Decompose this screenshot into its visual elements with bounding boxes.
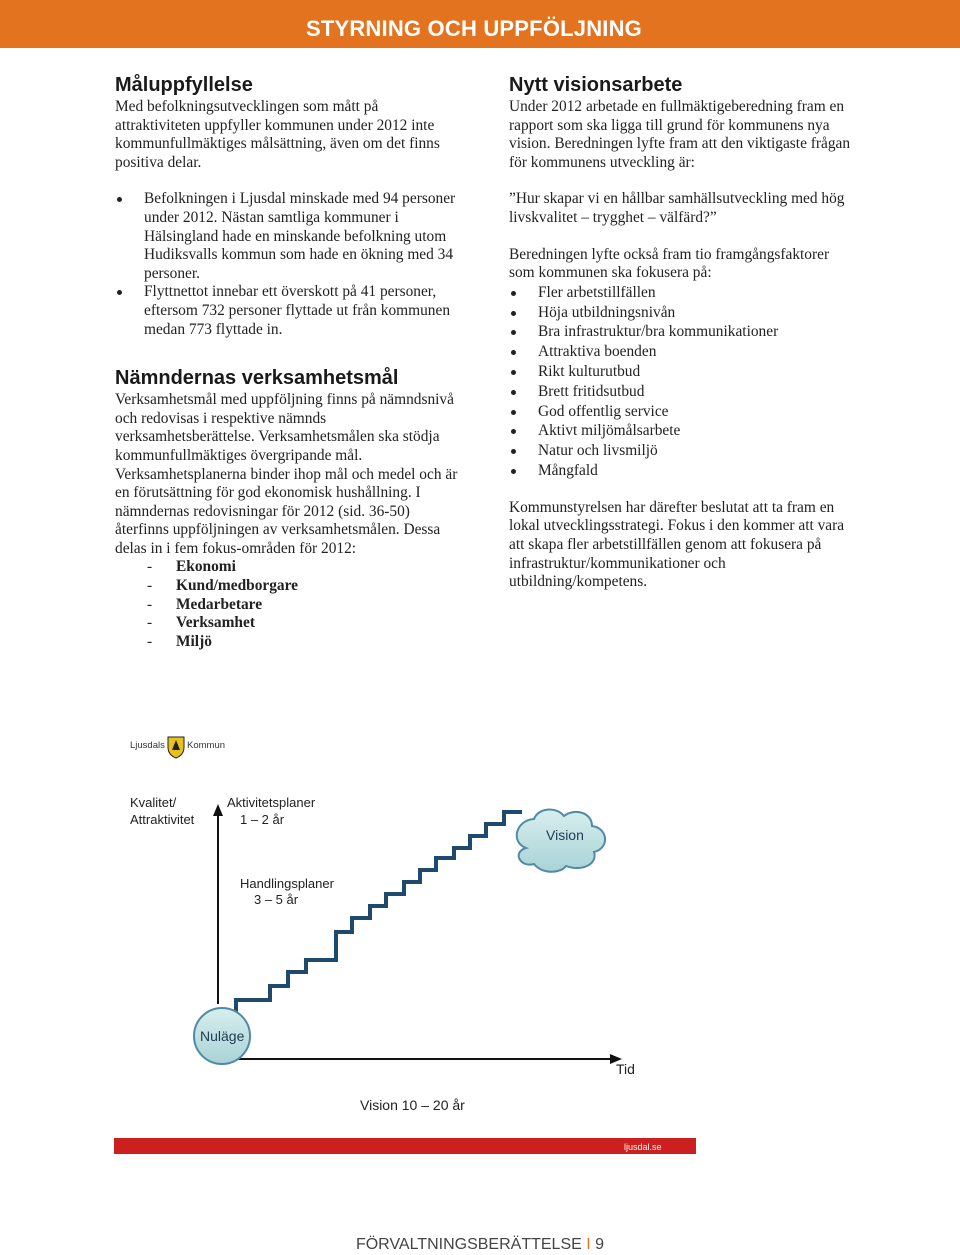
current-state-label: Nuläge xyxy=(200,1028,245,1044)
staircase-line xyxy=(236,812,522,1014)
time-axis-label: Tid xyxy=(616,1061,635,1077)
footer-label: FÖRVALTNINGSBERÄTTELSE xyxy=(355,1236,582,1253)
staircase-diagram xyxy=(114,724,696,1156)
vision-paragraph-1: Under 2012 arbetade en fullmäktigeberedning fram en rapport som ska ligga till grund för kommunens nya vision. Beredningen lyfte fram att den viktigaste frågan för kommunens utveckling är: xyxy=(509,98,851,171)
list-item: Brett fritidsutbud xyxy=(509,382,854,402)
list-item: Befolkningen i Ljusdal minskade med 94 personer under 2012. Nästan samtliga kommuner i Hälsingland hade en minskande befolkning utom Hudiksvalls kommun som hade en ökning med 34 personer. xyxy=(115,190,460,283)
header-bar xyxy=(0,0,960,48)
logo-text-left: Ljusdals xyxy=(130,740,165,751)
footer-separator: I xyxy=(586,1236,591,1253)
logo-text-right: Kommun xyxy=(187,740,226,751)
page-number: 9 xyxy=(595,1236,605,1253)
current-state-bubble xyxy=(194,1008,250,1064)
activity-plans-label: Aktivitetsplaner xyxy=(227,795,316,810)
bottom-red-bar xyxy=(114,1138,696,1154)
list-item: Mångfald xyxy=(509,461,854,481)
list-item: Natur och livsmiljö xyxy=(509,441,854,461)
vision-paragraph-3: Kommunstyrelsen har därefter beslutat att ta fram en lokal utvecklingsstrategi. Fokus i den kommer att vara att skapa fler arbetstillfällen genom att fokusera på infrastruktur/kommunikationer och utbildning/kompetens. xyxy=(509,498,845,591)
list-item: - Kund/medborgare xyxy=(115,577,460,596)
focus-areas-list xyxy=(115,558,460,651)
list-item: God offentlig service xyxy=(509,402,854,422)
website-label: ljusdal.se xyxy=(624,1142,662,1152)
heading-nytt-visionsarbete: Nytt visionsarbete xyxy=(509,74,683,96)
activity-plans-years: 1 – 2 år xyxy=(240,812,285,827)
vision-bubble xyxy=(517,810,605,872)
list-item: Bra infrastruktur/bra kommunikationer xyxy=(509,322,854,342)
section-title: STYRNING OCH UPPFÖLJNING xyxy=(305,16,642,41)
maluppfyllelse-paragraph: Med befolkningsutvecklingen som mått på attraktiviteten uppfyller kommunen under 2012 inte kommunfullmäktiges målsättning, även om det finns positiva delar. xyxy=(115,98,440,171)
y-axis-arrow-icon xyxy=(213,804,223,816)
population-bullets xyxy=(115,190,460,339)
success-factors-list xyxy=(509,283,854,481)
vision-quote: ”Hur skapar vi en hållbar samhällsutveckling med hög livskvalitet – trygghet – välfärd?” xyxy=(509,190,845,226)
verksamhetsmal-paragraph: Verksamhetsmål med uppföljning finns på nämndsnivå och redovisas i respektive nämnds verksamhetsberättelse. Verksamhetsmålen ska stödja kommunfullmäktiges övergripande mål. Verksamhetsplanerna binder ihop mål och medel och är en förutsättning för god ekonomisk hushållning. I nämndernas redovisningar för 2012 (sid. 36-50) återfinns uppföljningen av verksamhetsmålen. Dessa delas in i fem fokus-områden för 2012: xyxy=(115,391,458,557)
heading-maluppfyllelse: Måluppfyllelse xyxy=(115,74,253,96)
left-column xyxy=(115,72,460,651)
list-item: Fler arbetstillfällen xyxy=(509,283,854,303)
vision-staircase-figure xyxy=(114,724,696,1156)
list-item: - Medarbetare xyxy=(115,596,460,615)
list-item: - Miljö xyxy=(115,633,460,652)
list-item: Flyttnettot innebar ett överskott på 41 personer, eftersom 732 personer flyttade ut från kommunen medan 773 flyttade in. xyxy=(115,283,460,339)
y-axis-label-line2: Attraktivitet xyxy=(130,812,195,827)
heading-namndernas-verksamhetsmal: Nämndernas verksamhetsmål xyxy=(115,367,399,390)
page-footer xyxy=(0,1236,960,1254)
list-item: Höja utbildningsnivån xyxy=(509,303,854,323)
vision-label: Vision xyxy=(546,827,584,843)
y-axis-label-line1: Kvalitet/ xyxy=(130,795,177,810)
vision-paragraph-2: Beredningen lyfte också fram tio framgångsfaktorer som kommunen ska fokusera på: xyxy=(509,245,830,282)
list-item: Attraktiva boenden xyxy=(509,342,854,362)
list-item: Aktivt miljömålsarbete xyxy=(509,421,854,441)
list-item: - Verksamhet xyxy=(115,614,460,633)
vision-span-label: Vision 10 – 20 år xyxy=(360,1097,465,1113)
right-column xyxy=(509,72,854,592)
action-plans-label: Handlingsplaner xyxy=(240,876,334,891)
ljusdal-logo xyxy=(130,737,225,758)
list-item: - Ekonomi xyxy=(115,558,460,577)
action-plans-years: 3 – 5 år xyxy=(254,892,299,907)
list-item: Rikt kulturutbud xyxy=(509,362,854,382)
